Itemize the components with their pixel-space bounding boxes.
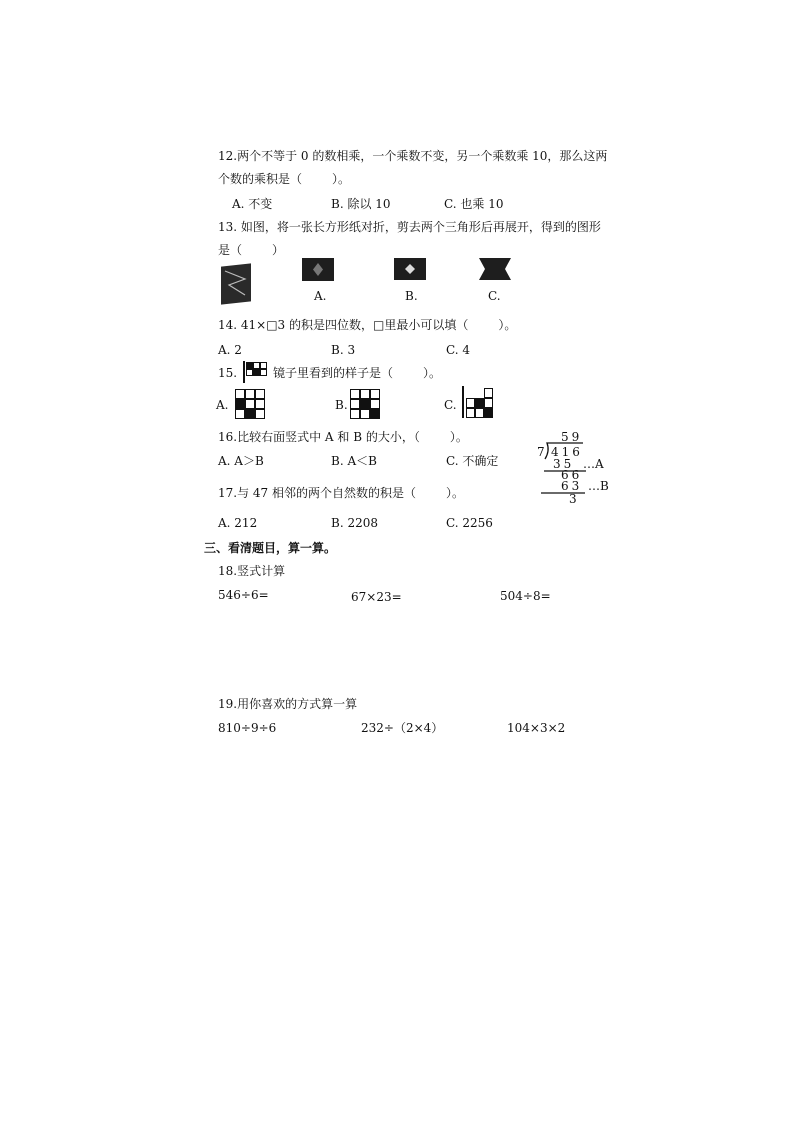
division-step-35: 35 <box>553 457 575 471</box>
q17-option-c[interactable]: C. 2256 <box>446 516 493 530</box>
division-label-b: …B <box>588 479 609 493</box>
q19-problem-3: 104×3×2 <box>507 721 566 735</box>
option-b-square-cut <box>394 258 426 280</box>
q18-problem-1: 546÷6= <box>218 588 269 602</box>
q13-line2-end: ） <box>272 243 285 257</box>
section-3-heading: 三、看清题目，算一算。 <box>204 541 337 555</box>
q19-title: 19.用你喜欢的方式算一算 <box>218 697 358 711</box>
q16-option-a[interactable]: A. A＞B <box>218 454 264 468</box>
q14-option-a[interactable]: A. 2 <box>218 343 242 357</box>
division-divisor: 7 <box>537 445 545 459</box>
q13-option-a[interactable]: A. <box>314 289 327 303</box>
q15-label: 15. <box>218 366 238 380</box>
division-rule-2 <box>541 492 585 494</box>
q19-problem-2: 232÷（2×4） <box>361 721 444 735</box>
q15-option-b[interactable]: B. <box>335 398 348 412</box>
division-step-63: 63 <box>561 479 583 493</box>
q15-option-a[interactable]: A. <box>216 398 229 412</box>
q17-option-b[interactable]: B. 2208 <box>331 516 378 530</box>
q12-line1: 12.两个不等于 0 的数相乘，一个乘数不变，另一个乘数乘 10，那么这两 <box>218 149 608 163</box>
q17-text-start: 17.与 47 相邻的两个自然数的积是（ <box>218 486 416 500</box>
q13-line2 <box>218 243 284 257</box>
q12-option-b[interactable]: B. 除以 10 <box>331 197 391 211</box>
q18-title: 18.竖式计算 <box>218 564 286 578</box>
q16-option-b[interactable]: B. A＜B <box>331 454 377 468</box>
q14-text-end: ）。 <box>498 318 517 332</box>
q18-problem-3: 504÷8= <box>500 589 551 603</box>
q13-line1: 13. 如图，将一张长方形纸对折，剪去两个三角形后再展开，得到的图形 <box>218 220 601 234</box>
q12-line2-start: 个数的乘积是（ <box>218 172 303 186</box>
q15-option-a-grid[interactable] <box>235 389 265 419</box>
option-a-diamond-cut <box>302 258 334 281</box>
division-label-a: …A <box>583 457 604 471</box>
q12-line2-end: ）。 <box>332 172 351 186</box>
q14-text <box>218 318 516 332</box>
q17-text <box>218 486 464 500</box>
q14-text-start: 14. 41×□3 的积是四位数，□里最小可以填（ <box>218 318 469 332</box>
q13-option-c[interactable]: C. <box>488 289 501 303</box>
q16-text-end: ）。 <box>449 430 468 444</box>
q15-text-start: 镜子里看到的样子是（ <box>273 366 394 380</box>
folded-paper-cut-lines <box>221 265 251 303</box>
mirror-line <box>243 361 245 383</box>
option-c-edge-cuts <box>479 258 511 280</box>
q17-option-a[interactable]: A. 212 <box>218 516 258 530</box>
q15-original-grid <box>246 362 267 376</box>
q17-text-end: ）。 <box>445 486 464 500</box>
q16-text <box>218 430 468 444</box>
division-step-66: 66 <box>561 468 583 482</box>
q13-line2-start: 是（ <box>218 243 243 257</box>
q12-line2 <box>218 172 350 186</box>
q15-text-end: ）。 <box>423 366 442 380</box>
q14-option-b[interactable]: B. 3 <box>331 343 356 357</box>
q15-option-c[interactable]: C. <box>444 398 457 412</box>
q15-option-c-grid[interactable] <box>466 388 493 418</box>
division-remainder: 3 <box>569 492 577 506</box>
q19-problem-1: 810÷9÷6 <box>218 721 277 735</box>
division-quotient: 59 <box>561 430 583 444</box>
q18-problem-2: 67×23= <box>351 590 402 604</box>
option-c-mirror-line <box>462 386 464 418</box>
q16-text-start: 16.比较右面竖式中 A 和 B 的大小，（ <box>218 430 420 444</box>
q12-option-a[interactable]: A. 不变 <box>232 197 273 211</box>
division-dividend: 416 <box>551 445 583 459</box>
q15-option-b-grid[interactable] <box>350 389 380 419</box>
q15-text <box>273 366 441 380</box>
q16-option-c[interactable]: C. 不确定 <box>446 454 499 468</box>
q12-option-c[interactable]: C. 也乘 10 <box>444 197 504 211</box>
q13-option-b[interactable]: B. <box>405 289 418 303</box>
q14-option-c[interactable]: C. 4 <box>446 343 471 357</box>
